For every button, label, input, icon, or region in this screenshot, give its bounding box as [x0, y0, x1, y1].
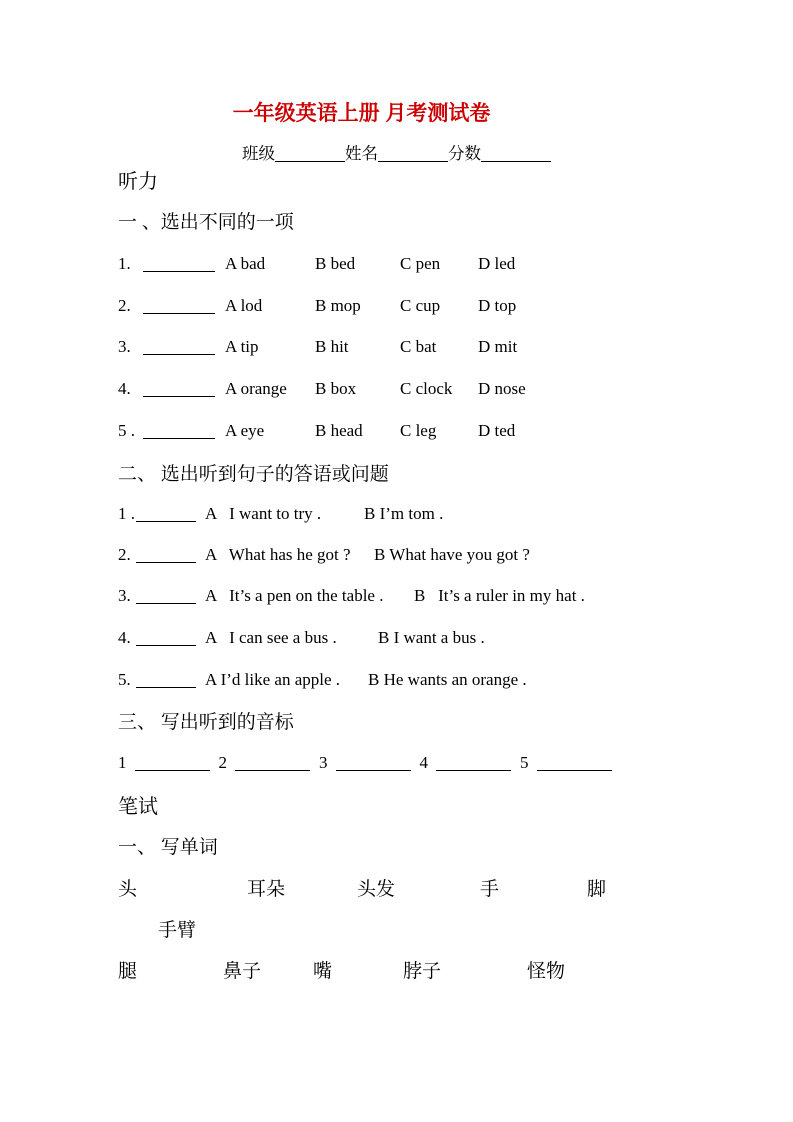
- option-a: A lod: [225, 296, 263, 315]
- phonetic-blank: [235, 770, 310, 771]
- answer-blank: [136, 562, 196, 563]
- item-number: 4.: [118, 379, 131, 398]
- listening-p2-item-3: [118, 586, 585, 606]
- class-blank: [275, 161, 345, 162]
- answer-blank: [136, 687, 196, 688]
- word-cell: 鼻子: [223, 961, 262, 982]
- option-b-sentence: B It’s a ruler in my hat .: [414, 586, 585, 605]
- name-label: 姓名: [345, 144, 378, 163]
- option-c: C cup: [400, 296, 441, 315]
- option-a: A eye: [225, 421, 265, 440]
- option-d: D top: [478, 296, 517, 315]
- item-number: 1.: [118, 254, 131, 273]
- answer-blank: [136, 603, 196, 604]
- option-b-sentence: B He wants an orange .: [368, 670, 527, 689]
- item-number: 4.: [118, 628, 131, 647]
- written-part1-heading: 一、 写单词: [118, 837, 218, 858]
- listening-p1-item-4: [118, 379, 526, 399]
- written-section-label: 笔试: [118, 796, 158, 818]
- option-b: B box: [315, 379, 357, 398]
- word-cell: 头发: [357, 879, 396, 900]
- word-cell: 脖子: [403, 961, 442, 982]
- option-d: D ted: [478, 421, 516, 440]
- listening-p1-item-5: [118, 421, 515, 441]
- item-number: 1 .: [118, 504, 135, 523]
- option-b-sentence: B I want a bus .: [378, 628, 485, 647]
- word-row-1: [118, 879, 606, 901]
- word-cell: 脚: [587, 879, 607, 900]
- phonetic-blanks-row: [118, 753, 621, 773]
- word-row-2: [158, 920, 196, 942]
- option-d: D nose: [478, 379, 526, 398]
- option-a-sentence: A It’s a pen on the table .: [205, 586, 384, 605]
- item-number: 5.: [118, 670, 131, 689]
- answer-blank: [143, 438, 215, 439]
- listening-p1-item-3: [118, 337, 517, 357]
- option-b: B hit: [315, 337, 349, 356]
- word-row-3: [118, 961, 565, 983]
- phonetic-number: 5: [520, 753, 529, 772]
- option-a: A bad: [225, 254, 266, 273]
- item-number: 5 .: [118, 421, 135, 440]
- word-cell: 手: [480, 879, 500, 900]
- item-number: 2.: [118, 545, 131, 564]
- option-c: C clock: [400, 379, 453, 398]
- phonetic-blank: [436, 770, 511, 771]
- listening-p2-item-1: [118, 504, 443, 524]
- phonetic-number: 2: [218, 753, 227, 772]
- word-cell: 腿: [118, 961, 138, 982]
- item-number: 2.: [118, 296, 131, 315]
- phonetic-number: 4: [419, 753, 428, 772]
- phonetic-blank: [537, 770, 612, 771]
- option-a-sentence: A What has he got ?: [205, 545, 351, 564]
- phonetic-blank: [135, 770, 210, 771]
- phonetic-blank: [336, 770, 411, 771]
- phonetic-number: 1: [118, 753, 127, 772]
- listening-part1-heading: 一 、选出不同的一项: [118, 212, 294, 233]
- option-b: B bed: [315, 254, 356, 273]
- listening-part3-heading: 三、 写出听到的音标: [118, 712, 294, 733]
- option-b-sentence: B What have you got ?: [374, 545, 530, 564]
- word-cell: 手臂: [158, 920, 197, 941]
- listening-p2-item-2: [118, 545, 530, 565]
- option-d: D mit: [478, 337, 518, 356]
- answer-blank: [136, 521, 196, 522]
- option-c: C bat: [400, 337, 437, 356]
- listening-part2-heading: 二、 选出听到句子的答语或问题: [118, 464, 389, 485]
- listening-p1-item-1: [118, 254, 515, 274]
- name-blank: [378, 161, 448, 162]
- answer-blank: [143, 354, 215, 355]
- page-title: 一年级英语上册 月考测试卷: [232, 102, 491, 125]
- word-cell: 头: [118, 879, 138, 900]
- class-label: 班级: [242, 144, 275, 163]
- word-cell: 耳朵: [247, 879, 286, 900]
- listening-p2-item-4: [118, 628, 485, 648]
- option-b: B head: [315, 421, 363, 440]
- option-a-sentence: A I want to try .: [205, 504, 322, 523]
- option-b-sentence: B I’m tom .: [364, 504, 444, 523]
- item-number: 3.: [118, 337, 131, 356]
- option-c: C leg: [400, 421, 437, 440]
- listening-section-label: 听力: [118, 171, 158, 193]
- option-a-sentence: A I can see a bus .: [205, 628, 337, 647]
- phonetic-number: 3: [319, 753, 328, 772]
- answer-blank: [136, 645, 196, 646]
- student-info-line: [0, 145, 793, 164]
- option-a: A orange: [225, 379, 287, 398]
- answer-blank: [143, 396, 215, 397]
- word-cell: 嘴: [313, 961, 333, 982]
- option-a-sentence: A I’d like an apple .: [205, 670, 341, 689]
- option-b: B mop: [315, 296, 361, 315]
- option-d: D led: [478, 254, 516, 273]
- answer-blank: [143, 271, 215, 272]
- listening-p2-item-5: [118, 670, 527, 690]
- option-a: A tip: [225, 337, 259, 356]
- listening-p1-item-2: [118, 296, 516, 316]
- score-blank: [481, 161, 551, 162]
- item-number: 3.: [118, 586, 131, 605]
- option-c: C pen: [400, 254, 441, 273]
- score-label: 分数: [448, 144, 481, 163]
- word-cell: 怪物: [527, 961, 566, 982]
- answer-blank: [143, 313, 215, 314]
